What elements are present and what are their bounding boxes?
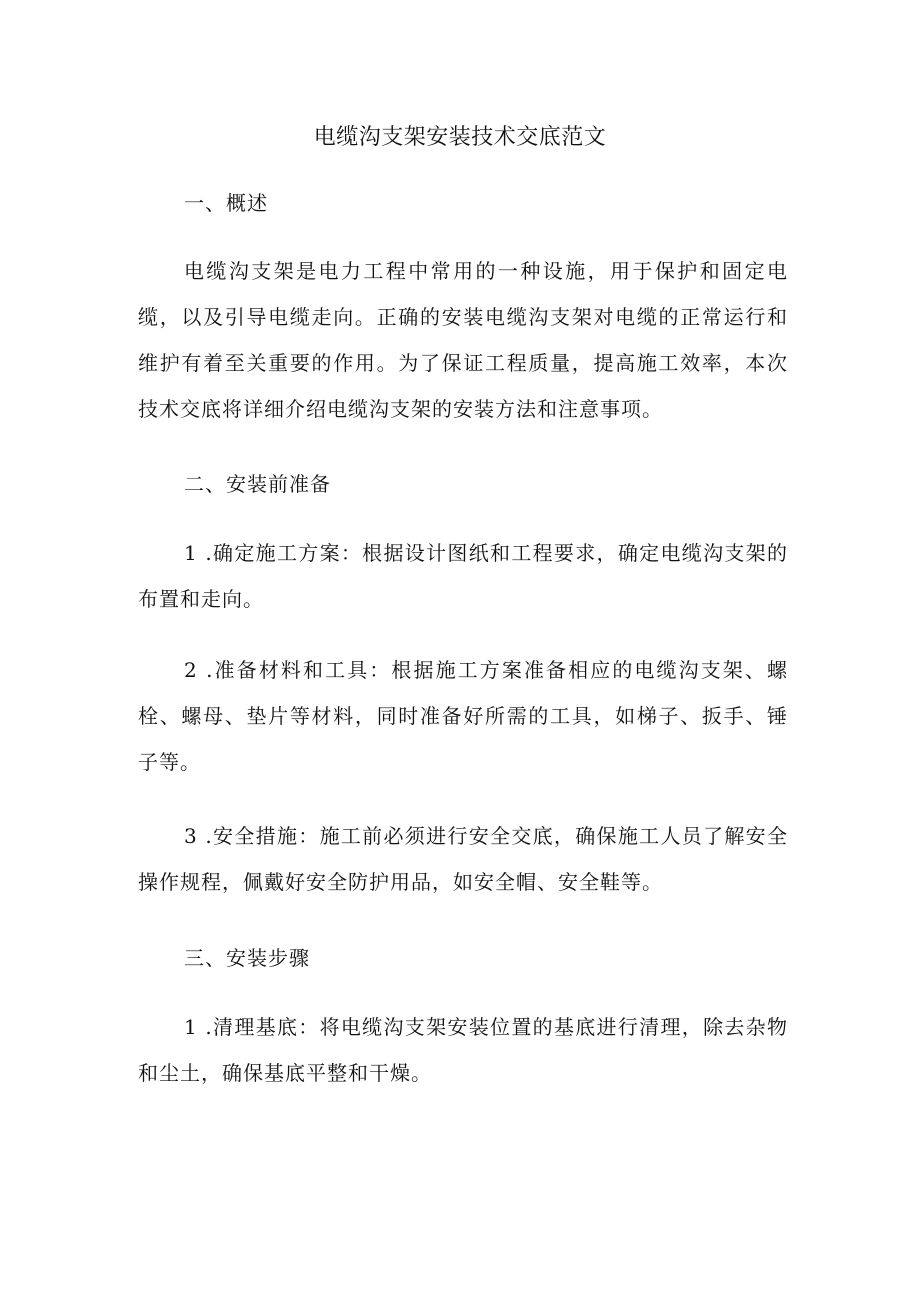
preparation-item-1-body — [138, 530, 788, 622]
section-heading-overview: 一、概述 — [184, 191, 268, 215]
document-title: 电缆沟支架安装技术交底范文 — [313, 125, 607, 150]
steps-item-1-body — [138, 1004, 788, 1096]
section-overview-body — [138, 248, 788, 432]
preparation-item-3-body — [138, 813, 788, 905]
paragraph-preparation-1: 1 .确定施工方案：根据设计图纸和工程要求，确定电缆沟支架的布置和走向。 — [138, 541, 788, 611]
preparation-item-2-body — [138, 647, 788, 785]
paragraph-overview: 电缆沟支架是电力工程中常用的一种设施，用于保护和固定电缆，以及引导电缆走向。正确的安装电缆沟支架对电缆的正常运行和维护有着至关重要的作用。为了保证工程质量，提高施工效率，本次技术交底将详细介绍电缆沟支架的安装方法和注意事项。 — [138, 259, 788, 421]
section-heading-steps: 三、安装步骤 — [184, 946, 310, 970]
paragraph-preparation-3: 3 .安全措施：施工前必须进行安全交底，确保施工人员了解安全操作规程，佩戴好安全防护用品，如安全帽、安全鞋等。 — [138, 824, 788, 894]
paragraph-preparation-2: 2 .准备材料和工具：根据施工方案准备相应的电缆沟支架、螺栓、螺母、垫片等材料，同时准备好所需的工具，如梯子、扳手、锤子等。 — [138, 658, 788, 774]
section-heading-preparation: 二、安装前准备 — [184, 472, 331, 496]
paragraph-steps-1: 1 .清理基底：将电缆沟支架安装位置的基底进行清理，除去杂物和尘土，确保基底平整和干燥。 — [138, 1015, 788, 1085]
